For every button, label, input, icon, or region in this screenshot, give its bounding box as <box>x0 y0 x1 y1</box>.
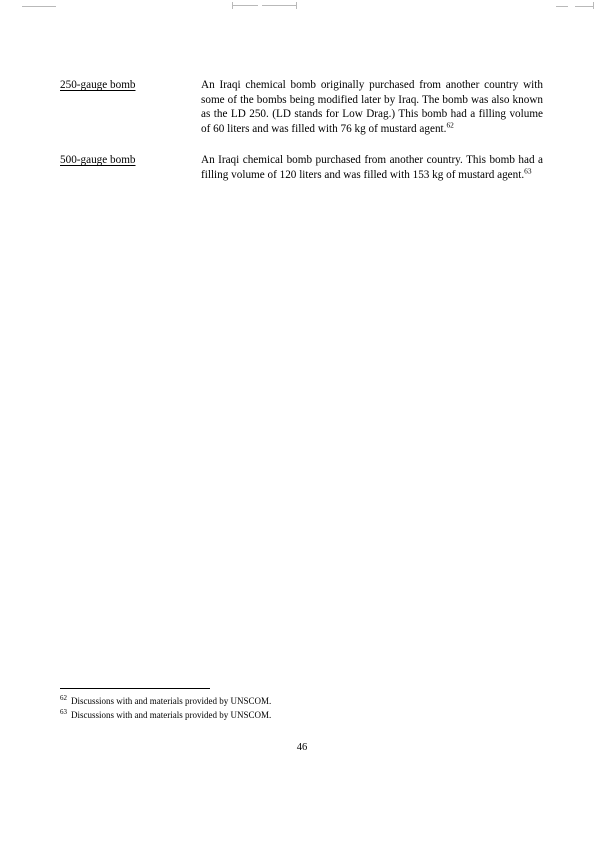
scan-edge-artifacts <box>0 0 604 14</box>
definition-text: An Iraqi chemical bomb purchased from another country. This bomb had a filling volume of 120 liters and was filled with 153 kg of mustard agent. <box>201 154 543 181</box>
scan-mark <box>232 5 258 6</box>
glossary-entry <box>60 78 543 136</box>
footnote-separator <box>60 688 210 689</box>
footnote-list <box>60 695 530 722</box>
scan-mark <box>22 6 56 7</box>
scan-mark <box>556 6 568 7</box>
glossary-entries <box>60 78 543 200</box>
scan-mark <box>232 2 233 9</box>
footnote-reference: 62 <box>446 120 454 130</box>
scan-mark <box>296 2 297 9</box>
glossary-entry <box>60 153 543 182</box>
glossary-definition <box>201 153 543 182</box>
definition-text: An Iraqi chemical bomb originally purchased from another country with some of the bombs being modified later by Iraq. The bomb was also known as the LD 250. (LD stands for Low Drag.) This bomb had a filling volume of 60 liters and was filled with 76 kg of mustard agent. <box>201 79 543 135</box>
glossary-term: 500-gauge bomb <box>60 154 136 167</box>
footnote-number: 62 <box>60 694 67 702</box>
footnote-item <box>60 709 530 722</box>
footnote-item <box>60 695 530 708</box>
scan-mark <box>593 2 594 9</box>
glossary-definition <box>201 78 543 136</box>
page-number: 46 <box>296 742 308 753</box>
footnote-text: Discussions with and materials provided by UNSCOM. <box>71 709 272 720</box>
glossary-term: 250-gauge bomb <box>60 79 136 91</box>
scan-mark <box>575 6 593 7</box>
scan-mark <box>262 5 296 6</box>
footnote-number: 63 <box>60 707 67 716</box>
footnote-text: Discussions with and materials provided by UNSCOM. <box>71 696 272 706</box>
footnote-reference: 63 <box>524 166 532 176</box>
